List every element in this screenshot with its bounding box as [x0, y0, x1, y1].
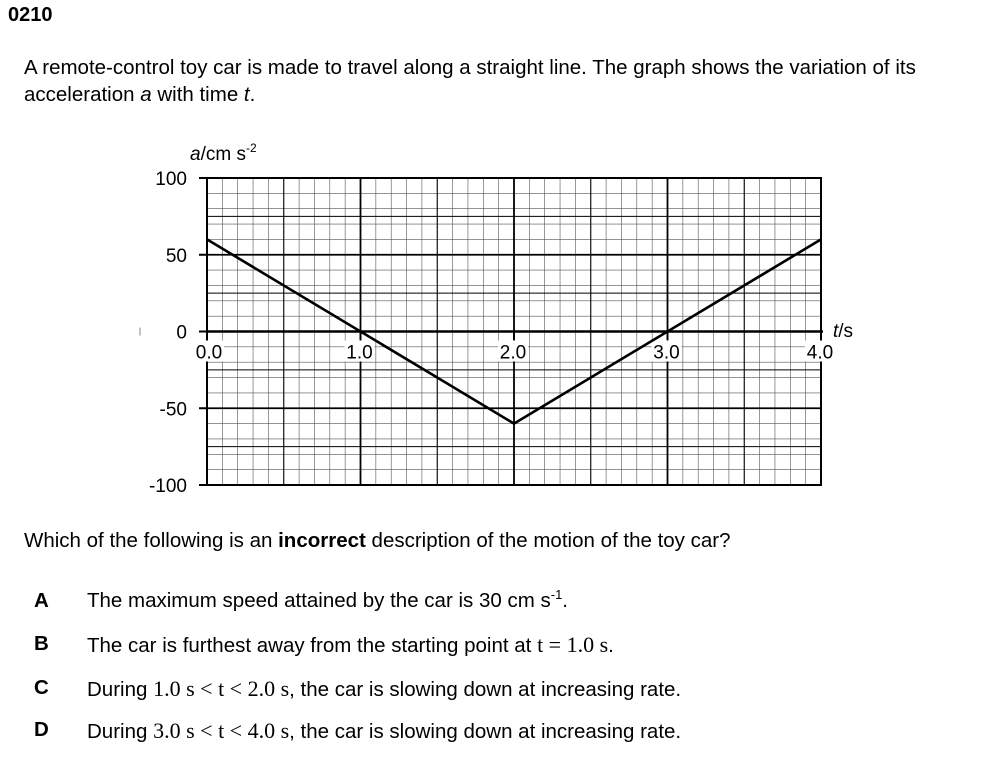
y-tick-label: 100 [155, 169, 187, 190]
acceleration-time-graph [0, 130, 1001, 500]
x-tick-label: 4.0 [806, 342, 834, 364]
option-letter: C [34, 676, 49, 699]
option-text: The maximum speed attained by the car is 30 cm $s^{-1}$. [87, 587, 568, 612]
question-stem [24, 54, 999, 108]
y-tick-label: -100 [148, 476, 187, 497]
tick-labels [149, 169, 835, 497]
option-text: During 3.0 s < t < 4.0 s, the car is slowing down at increasing rate. [87, 718, 682, 743]
x-tick-label: 0.0 [195, 342, 223, 364]
option-letter: D [34, 718, 49, 741]
stem-text-3: . [249, 83, 256, 106]
question-number: 0210 [8, 4, 53, 26]
stem-text-1: A remote-control toy car is made to travel along a straight line. The graph shows the variation of its acceleration [24, 56, 916, 106]
y-tick-label: 0 [176, 322, 187, 344]
x-axis-label: t/s [833, 321, 854, 342]
x-tick-label: 1.0 [346, 342, 373, 364]
option-c[interactable] [0, 676, 1001, 706]
x-tick-label: 2.0 [499, 342, 527, 364]
y-axis-label: a/cm $s^{-2}$ [190, 141, 257, 165]
option-text: The car is furthest away from the starting point at t = 1.0 s. [87, 632, 614, 657]
option-letter: A [34, 589, 49, 612]
y-tick-label: -50 [159, 399, 187, 421]
question-prompt [24, 529, 731, 553]
y-tick-label: 50 [165, 245, 187, 267]
option-text: During 1.0 s < t < 2.0 s, the car is slowing down at increasing rate. [87, 676, 682, 701]
x-tick-label: 3.0 [653, 342, 680, 364]
option-a[interactable] [0, 589, 1001, 619]
prompt-text-2: description of the motion of the toy car? [365, 529, 731, 552]
prompt-bold: incorrect [278, 529, 366, 552]
stem-text-2: with time [151, 83, 244, 106]
stem-var-t: t [243, 83, 250, 106]
option-d[interactable] [0, 718, 1001, 748]
option-b[interactable] [0, 632, 1001, 662]
option-letter: B [34, 632, 49, 655]
stem-var-a: a [140, 83, 152, 106]
prompt-text-1: Which of the following is an [24, 529, 279, 552]
